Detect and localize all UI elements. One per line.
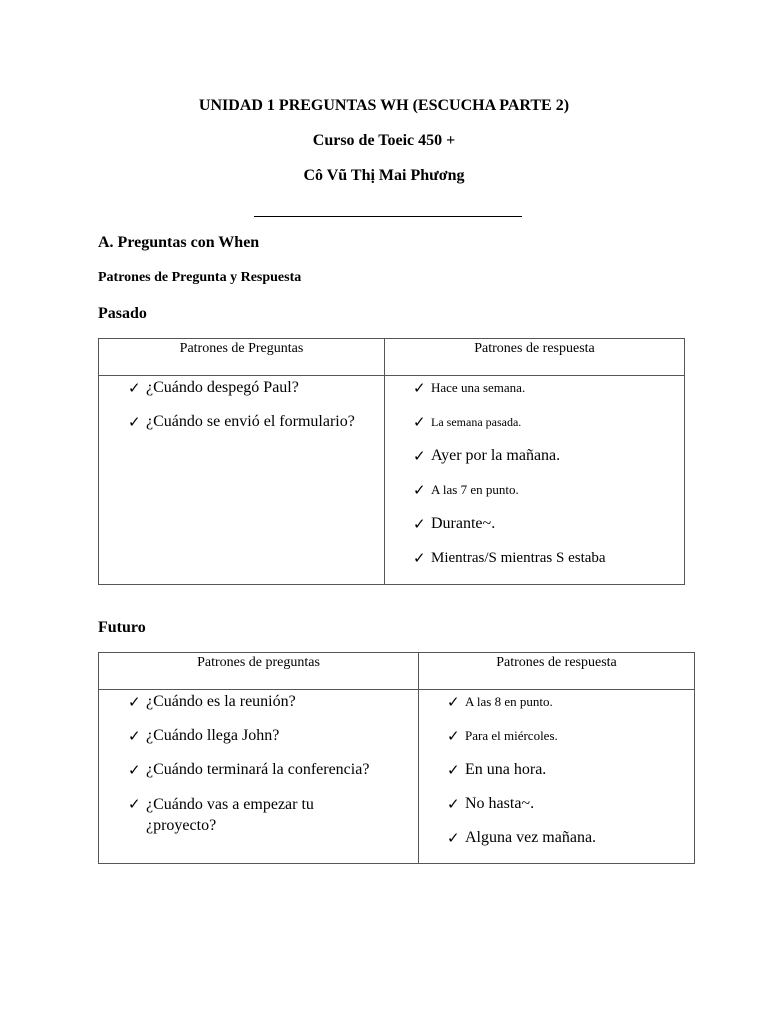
document-title: UNIDAD 1 PREGUNTAS WH (ESCUCHA PARTE 2)	[198, 97, 570, 114]
futuro-header-row	[99, 653, 695, 690]
pasado-header-row	[99, 339, 685, 376]
check-icon: ✓	[413, 413, 426, 431]
list-item: ✓ ¿Cuándo terminará la conferencia?	[128, 761, 370, 779]
pasado-table	[98, 338, 685, 585]
list-item: ✓ No hasta~.	[447, 795, 535, 813]
pasado-col-answers-header: Patrones de respuesta	[385, 339, 685, 376]
pasado-body-row	[99, 376, 685, 585]
futuro-body-row	[99, 690, 695, 864]
check-icon: ✓	[128, 693, 141, 711]
list-item: ✓ La semana pasada.	[413, 413, 522, 431]
futuro-table	[98, 652, 695, 864]
pasado-answers-list	[413, 378, 684, 582]
list-item: ✓ Hace una semana.	[413, 379, 526, 397]
futuro-questions-cell	[99, 690, 419, 864]
check-icon: ✓	[128, 727, 141, 745]
check-icon: ✓	[128, 413, 141, 431]
title-separator-line	[254, 216, 522, 217]
futuro-questions-list	[128, 692, 370, 836]
futuro-answers-cell	[419, 690, 695, 864]
course-name: Curso de Toeic 450 +	[312, 132, 456, 149]
check-icon: ✓	[413, 481, 426, 499]
list-item: ✓ A las 8 en punto.	[447, 693, 553, 711]
check-icon: ✓	[447, 829, 460, 847]
pasado-heading: Pasado	[98, 305, 147, 322]
check-icon: ✓	[128, 795, 141, 813]
list-item: ✓ ¿Cuándo vas a empezar tu ¿proyecto?	[128, 795, 314, 834]
section-a-heading: A. Preguntas con When	[98, 234, 260, 251]
list-item: ✓ Mientras/S mientras S estaba	[413, 549, 606, 567]
check-icon: ✓	[413, 549, 426, 567]
list-item: ✓ ¿Cuándo es la reunión?	[128, 693, 296, 711]
list-item: ✓ Ayer por la mañana.	[413, 447, 561, 465]
list-item: ✓ ¿Cuándo se envió el formulario?	[128, 413, 355, 431]
list-item: ✓ Durante~.	[413, 515, 496, 533]
check-icon: ✓	[447, 761, 460, 779]
list-item: ✓ A las 7 en punto.	[413, 481, 519, 499]
list-item: ✓ ¿Cuándo llega John?	[128, 727, 280, 745]
teacher-name: Cô Vũ Thị Mai Phương	[303, 167, 465, 184]
check-icon: ✓	[413, 379, 426, 397]
futuro-col-questions-header: Patrones de preguntas	[99, 653, 419, 690]
list-item: ✓ ¿Cuándo despegó Paul?	[128, 379, 299, 397]
check-icon: ✓	[413, 515, 426, 533]
futuro-col-answers-header: Patrones de respuesta	[419, 653, 695, 690]
check-icon: ✓	[447, 693, 460, 711]
list-item: ✓ En una hora.	[447, 761, 547, 779]
section-a-subheading: Patrones de Pregunta y Respuesta	[98, 270, 302, 285]
pasado-answers-cell	[385, 376, 685, 585]
pasado-questions-list	[128, 378, 384, 446]
check-icon: ✓	[447, 727, 460, 745]
list-item: ✓ Alguna vez mañana.	[447, 829, 597, 847]
check-icon: ✓	[447, 795, 460, 813]
check-icon: ✓	[128, 379, 141, 397]
pasado-questions-cell	[99, 376, 385, 585]
futuro-heading: Futuro	[98, 619, 146, 636]
check-icon: ✓	[128, 761, 141, 779]
list-item: ✓ Para el miércoles.	[447, 727, 558, 745]
check-icon: ✓	[413, 447, 426, 465]
pasado-col-questions-header: Patrones de Preguntas	[99, 339, 385, 376]
futuro-answers-list	[447, 692, 694, 862]
